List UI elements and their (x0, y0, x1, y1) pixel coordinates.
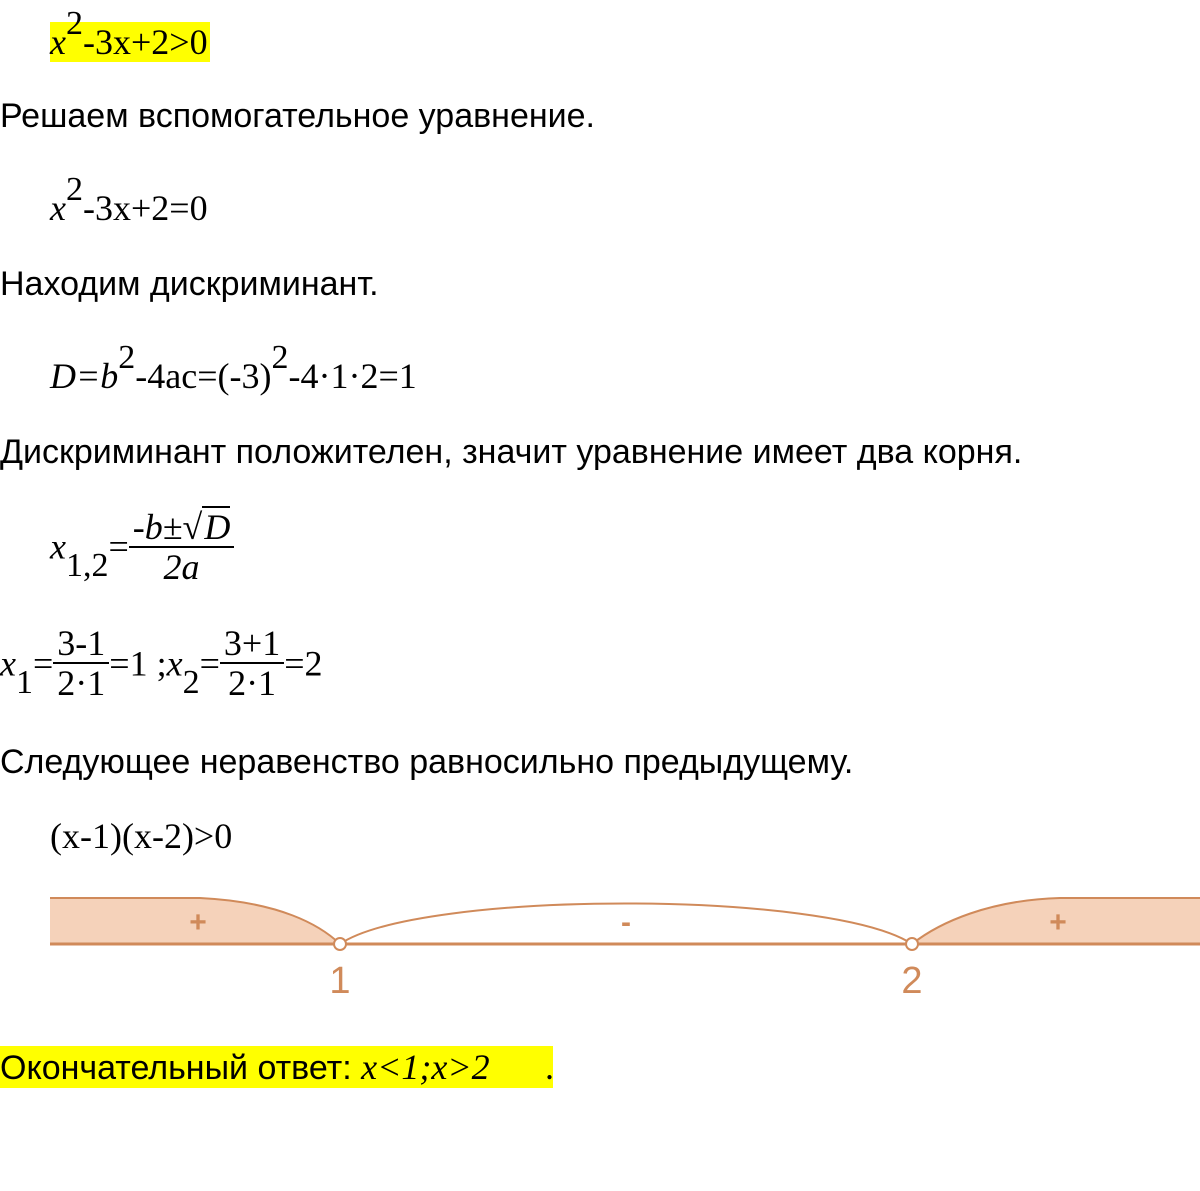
roots-fraction (129, 506, 235, 586)
sign-middle: - (621, 906, 631, 939)
x2-numerator: 3+1 (220, 624, 284, 664)
answer-label: Окончательный ответ: (0, 1049, 362, 1087)
discriminant-formula (50, 339, 417, 398)
final-answer (0, 1046, 553, 1088)
discr-mid: -4ac=(-3) (135, 356, 272, 396)
answer-end: . (545, 1047, 554, 1087)
x2-value: =2 (284, 643, 323, 684)
point-2-marker (906, 938, 918, 950)
roots-eq: = (108, 526, 129, 567)
discr-exp1: 2 (118, 339, 136, 376)
sign-left: + (189, 906, 207, 939)
sqrt-icon: √ (182, 507, 203, 547)
x2-denominator: 2·1 (228, 663, 277, 703)
problem-base: x (50, 22, 66, 62)
roots-numerator (129, 506, 235, 548)
x2-eq: = (199, 643, 220, 684)
aux-rest: -3x+2=0 (82, 188, 208, 228)
x1-denominator: 2·1 (57, 663, 106, 703)
number-line (0, 880, 1200, 1010)
x1-fraction (53, 624, 109, 702)
problem-exponent: 2 (65, 5, 83, 42)
answer-value: x<1;x>2 (361, 1047, 490, 1087)
computed-roots (0, 623, 323, 706)
point-1-label: 1 (329, 960, 351, 1002)
roots-text: Дискриминант положителен, значит уравнение имеет два корня. (0, 433, 1023, 471)
x1-value: =1 ; (109, 643, 167, 684)
point-1-marker (334, 938, 346, 950)
x2-subscript: 2 (182, 664, 200, 702)
x2-var: x (166, 643, 183, 684)
x1-numerator: 3-1 (53, 624, 109, 664)
discriminant-text: Находим дискриминант. (0, 265, 379, 303)
discr-right: -4·1·2=1 (288, 356, 417, 396)
point-2-label: 2 (901, 960, 923, 1002)
roots-formula (50, 507, 234, 590)
roots-subscript: 1,2 (65, 547, 109, 585)
discr-left: D=b (50, 356, 119, 396)
equivalence-text: Следующее неравенство равносильно предыдущему. (0, 743, 854, 781)
roots-num-left: -b± (132, 507, 183, 547)
roots-sqrt-arg: D (204, 507, 231, 547)
discr-exp2: 2 (271, 339, 289, 376)
x1-var: x (0, 643, 16, 684)
x1-subscript: 1 (15, 664, 33, 702)
roots-denominator: 2a (163, 547, 200, 587)
factored-inequality: (x-1)(x-2)>0 (50, 816, 233, 856)
x1-eq: = (32, 643, 54, 684)
aux-base: x (50, 188, 66, 228)
problem-inequality (50, 5, 210, 62)
aux-exponent: 2 (65, 171, 83, 208)
problem-rest: -3x+2>0 (82, 22, 208, 62)
aux-equation (50, 171, 208, 230)
sign-right: + (1049, 906, 1067, 939)
aux-equation-text: Решаем вспомогательное уравнение. (0, 97, 595, 135)
roots-x: x (50, 526, 66, 567)
x2-fraction (220, 624, 284, 702)
